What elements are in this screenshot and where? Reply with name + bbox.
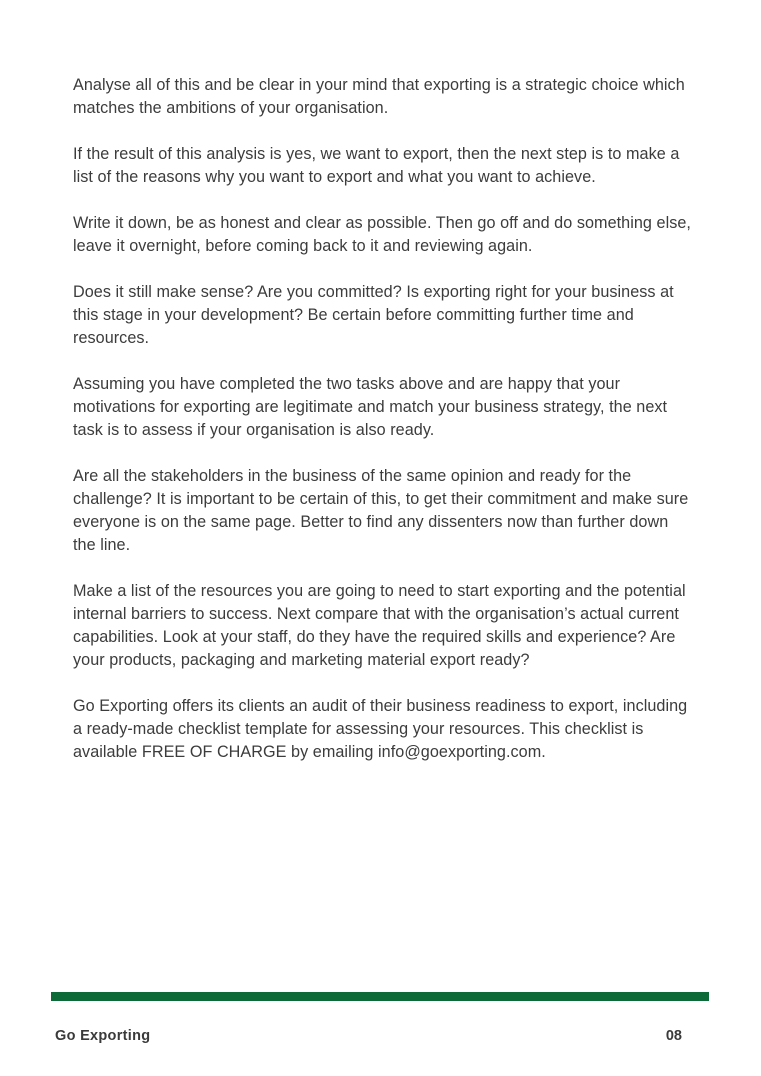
body-text — [73, 74, 695, 787]
paragraph-stakeholders: Are all the stakeholders in the business of the same opinion and ready for the challenge? It is important to be certain of this, to get their commitment and make sure everyone is on the same page. Better to find any dissenters now than further down the line. — [73, 467, 689, 554]
footer-brand-name: Go Exporting — [55, 1028, 151, 1044]
paragraph-still-make-sense: Does it still make sense? Are you committed? Is exporting right for your business at this stage in your development? Be certain before committing further time and resources. — [73, 283, 674, 347]
paragraph-list-reasons: If the result of this analysis is yes, we want to export, then the next step is to make a list of the reasons why you want to export and what you want to achieve. — [73, 145, 680, 186]
footer-divider — [51, 992, 709, 1001]
page-number: 08 — [665, 1028, 682, 1044]
paragraph-audit-offer: Go Exporting offers its clients an audit of their business readiness to export, including a ready-made checklist template for assessing your resources. This checklist is available FREE OF CHARGE by emailing info@goexporting.com. — [73, 697, 688, 761]
paragraph-assess-readiness: Assuming you have completed the two tasks above and are happy that your motivations for exporting are legitimate and match your business strategy, the next task is to assess if your organisation is also ready. — [73, 375, 668, 439]
paragraph-resources: Make a list of the resources you are going to need to start exporting and the potential internal barriers to success. Next compare that with the organisation’s actual current capabilities. Look at your staff, do they have the required skills and experience? Are your products, packaging and marketing material export ready? — [73, 582, 686, 669]
paragraph-strategic-choice: Analyse all of this and be clear in your mind that exporting is a strategic choice which matches the ambitions of your organisation. — [73, 76, 685, 117]
paragraph-write-it-down: Write it down, be as honest and clear as possible. Then go off and do something else, leave it overnight, before coming back to it and reviewing again. — [73, 214, 691, 255]
